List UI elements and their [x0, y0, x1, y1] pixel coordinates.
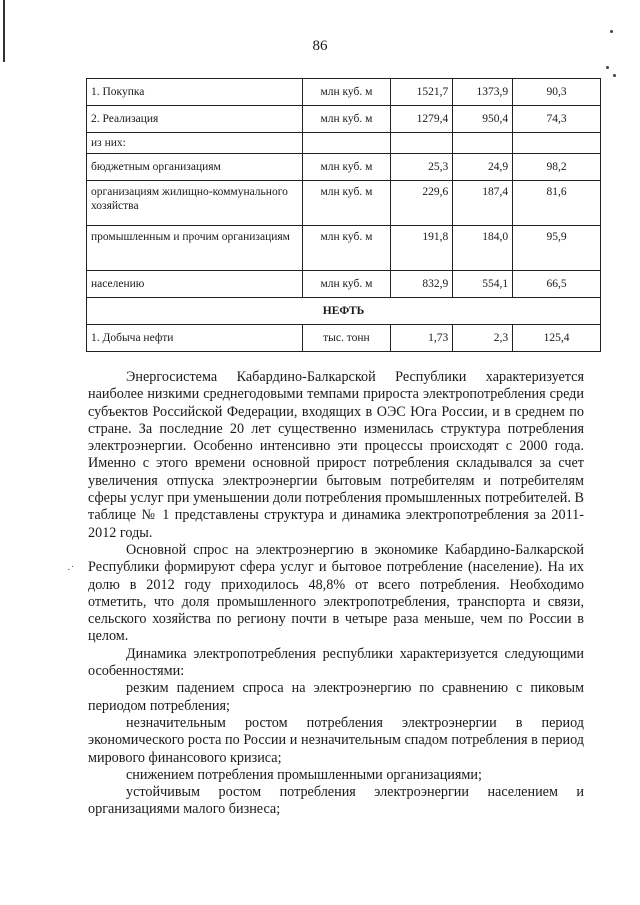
table-row [87, 181, 601, 226]
table-row [87, 106, 601, 133]
row-value-2 [453, 133, 513, 154]
row-value-2: 184,0 [453, 226, 513, 271]
row-value-3: 66,5 [513, 271, 601, 298]
page-number: 86 [312, 38, 328, 54]
row-value-2: 2,3 [453, 325, 513, 352]
row-label: организациям жилищно-коммунального хозяйства [87, 181, 303, 226]
row-value-3: 74,3 [513, 106, 601, 133]
row-value-1: 1521,7 [391, 79, 453, 106]
row-value-1: 191,8 [391, 226, 453, 271]
row-value-3: 98,2 [513, 154, 601, 181]
row-value-1: 229,6 [391, 181, 453, 226]
row-value-1: 1279,4 [391, 106, 453, 133]
row-unit: млн куб. м [302, 271, 391, 298]
row-unit: млн куб. м [302, 79, 391, 106]
row-value-2: 187,4 [453, 181, 513, 226]
row-value-2: 554,1 [453, 271, 513, 298]
table-section-row [87, 298, 601, 325]
row-label: бюджетным организациям [87, 154, 303, 181]
row-label: 2. Реализация [87, 106, 303, 133]
row-unit: млн куб. м [302, 226, 391, 271]
row-unit: тыс. тонн [302, 325, 391, 352]
table-row [87, 133, 601, 154]
table-row [87, 325, 601, 352]
row-unit [302, 133, 391, 154]
row-value-2: 24,9 [453, 154, 513, 181]
row-unit: млн куб. м [302, 181, 391, 226]
paragraph: Энергосистема Кабардино-Балкарской Республики характеризуется наиболее низкими среднегодовыми темпами прироста электропотребления среди субъектов Российской Федерации, входящих в ОЭС Юга России, и в среднем по стране. За последние 20 лет существенно изменилась структура потребления электроэнергии. Особенно интенсивно эти процессы происходят с 2000 года. Именно с этого времени основной прирост потребления складывался за счет увеличения отпуска электроэнергии бытовым потребителям и потребителям сферы услуг при уменьшении доли потребления промышленных потребителей. В таблице № 1 представлены структура и динамика электропотребления за 2011-2012 годы. [88, 369, 584, 541]
row-unit: млн куб. м [302, 106, 391, 133]
row-label: промышленным и прочим организациям [87, 226, 303, 271]
row-value-1: 25,3 [391, 154, 453, 181]
row-value-3: 95,9 [513, 226, 601, 271]
row-value-1: 832,9 [391, 271, 453, 298]
list-item: устойчивым ростом потребления электроэнергии населением и организациями малого бизнеса; [88, 784, 584, 818]
row-value-3: 125,4 [513, 325, 601, 352]
row-value-1 [391, 133, 453, 154]
scan-mark: ·˙ [67, 564, 75, 576]
row-label: 1. Покупка [87, 79, 303, 106]
row-value-2: 1373,9 [453, 79, 513, 106]
list-item: снижением потребления промышленными организациями; [126, 766, 482, 783]
table-row [87, 79, 601, 106]
table-row [87, 226, 601, 271]
row-value-3: 81,6 [513, 181, 601, 226]
body-text [88, 369, 584, 819]
table-row [87, 154, 601, 181]
list-item: резким падением спроса на электроэнергию по сравнению с пиковым периодом потребления; [88, 680, 584, 714]
table-row [87, 271, 601, 298]
row-label: населению [87, 271, 303, 298]
scan-speck [606, 66, 609, 69]
row-value-3: 90,3 [513, 79, 601, 106]
row-unit: млн куб. м [302, 154, 391, 181]
paragraph: Основной спрос на электроэнергию в экономике Кабардино-Балкарской Республики формируют сфера услуг и бытовое потребление (население). На их долю в 2012 году приходилось 48,8% от всего потребления. Необходимо отметить, что доля промышленного электропотребления, транспорта и связи, сельского хозяйства по региону почти в четыре раза меньше, чем по России в целом. [88, 541, 584, 645]
row-label: 1. Добыча нефти [87, 325, 303, 352]
scan-speck [613, 74, 616, 77]
row-value-2: 950,4 [453, 106, 513, 133]
section-heading-oil: НЕФТЬ [87, 298, 601, 325]
scan-speck [610, 30, 613, 33]
row-value-3 [513, 133, 601, 154]
paragraph: Динамика электропотребления республики характеризуется следующими особенностями: [88, 645, 584, 680]
row-value-1: 1,73 [391, 325, 453, 352]
row-label: из них: [87, 133, 303, 154]
gas-oil-table [86, 78, 601, 352]
list-item: незначительным ростом потребления электроэнергии в период экономического роста по России и незначительным спадом потребления в период мирового финансового кризиса; [88, 714, 584, 766]
